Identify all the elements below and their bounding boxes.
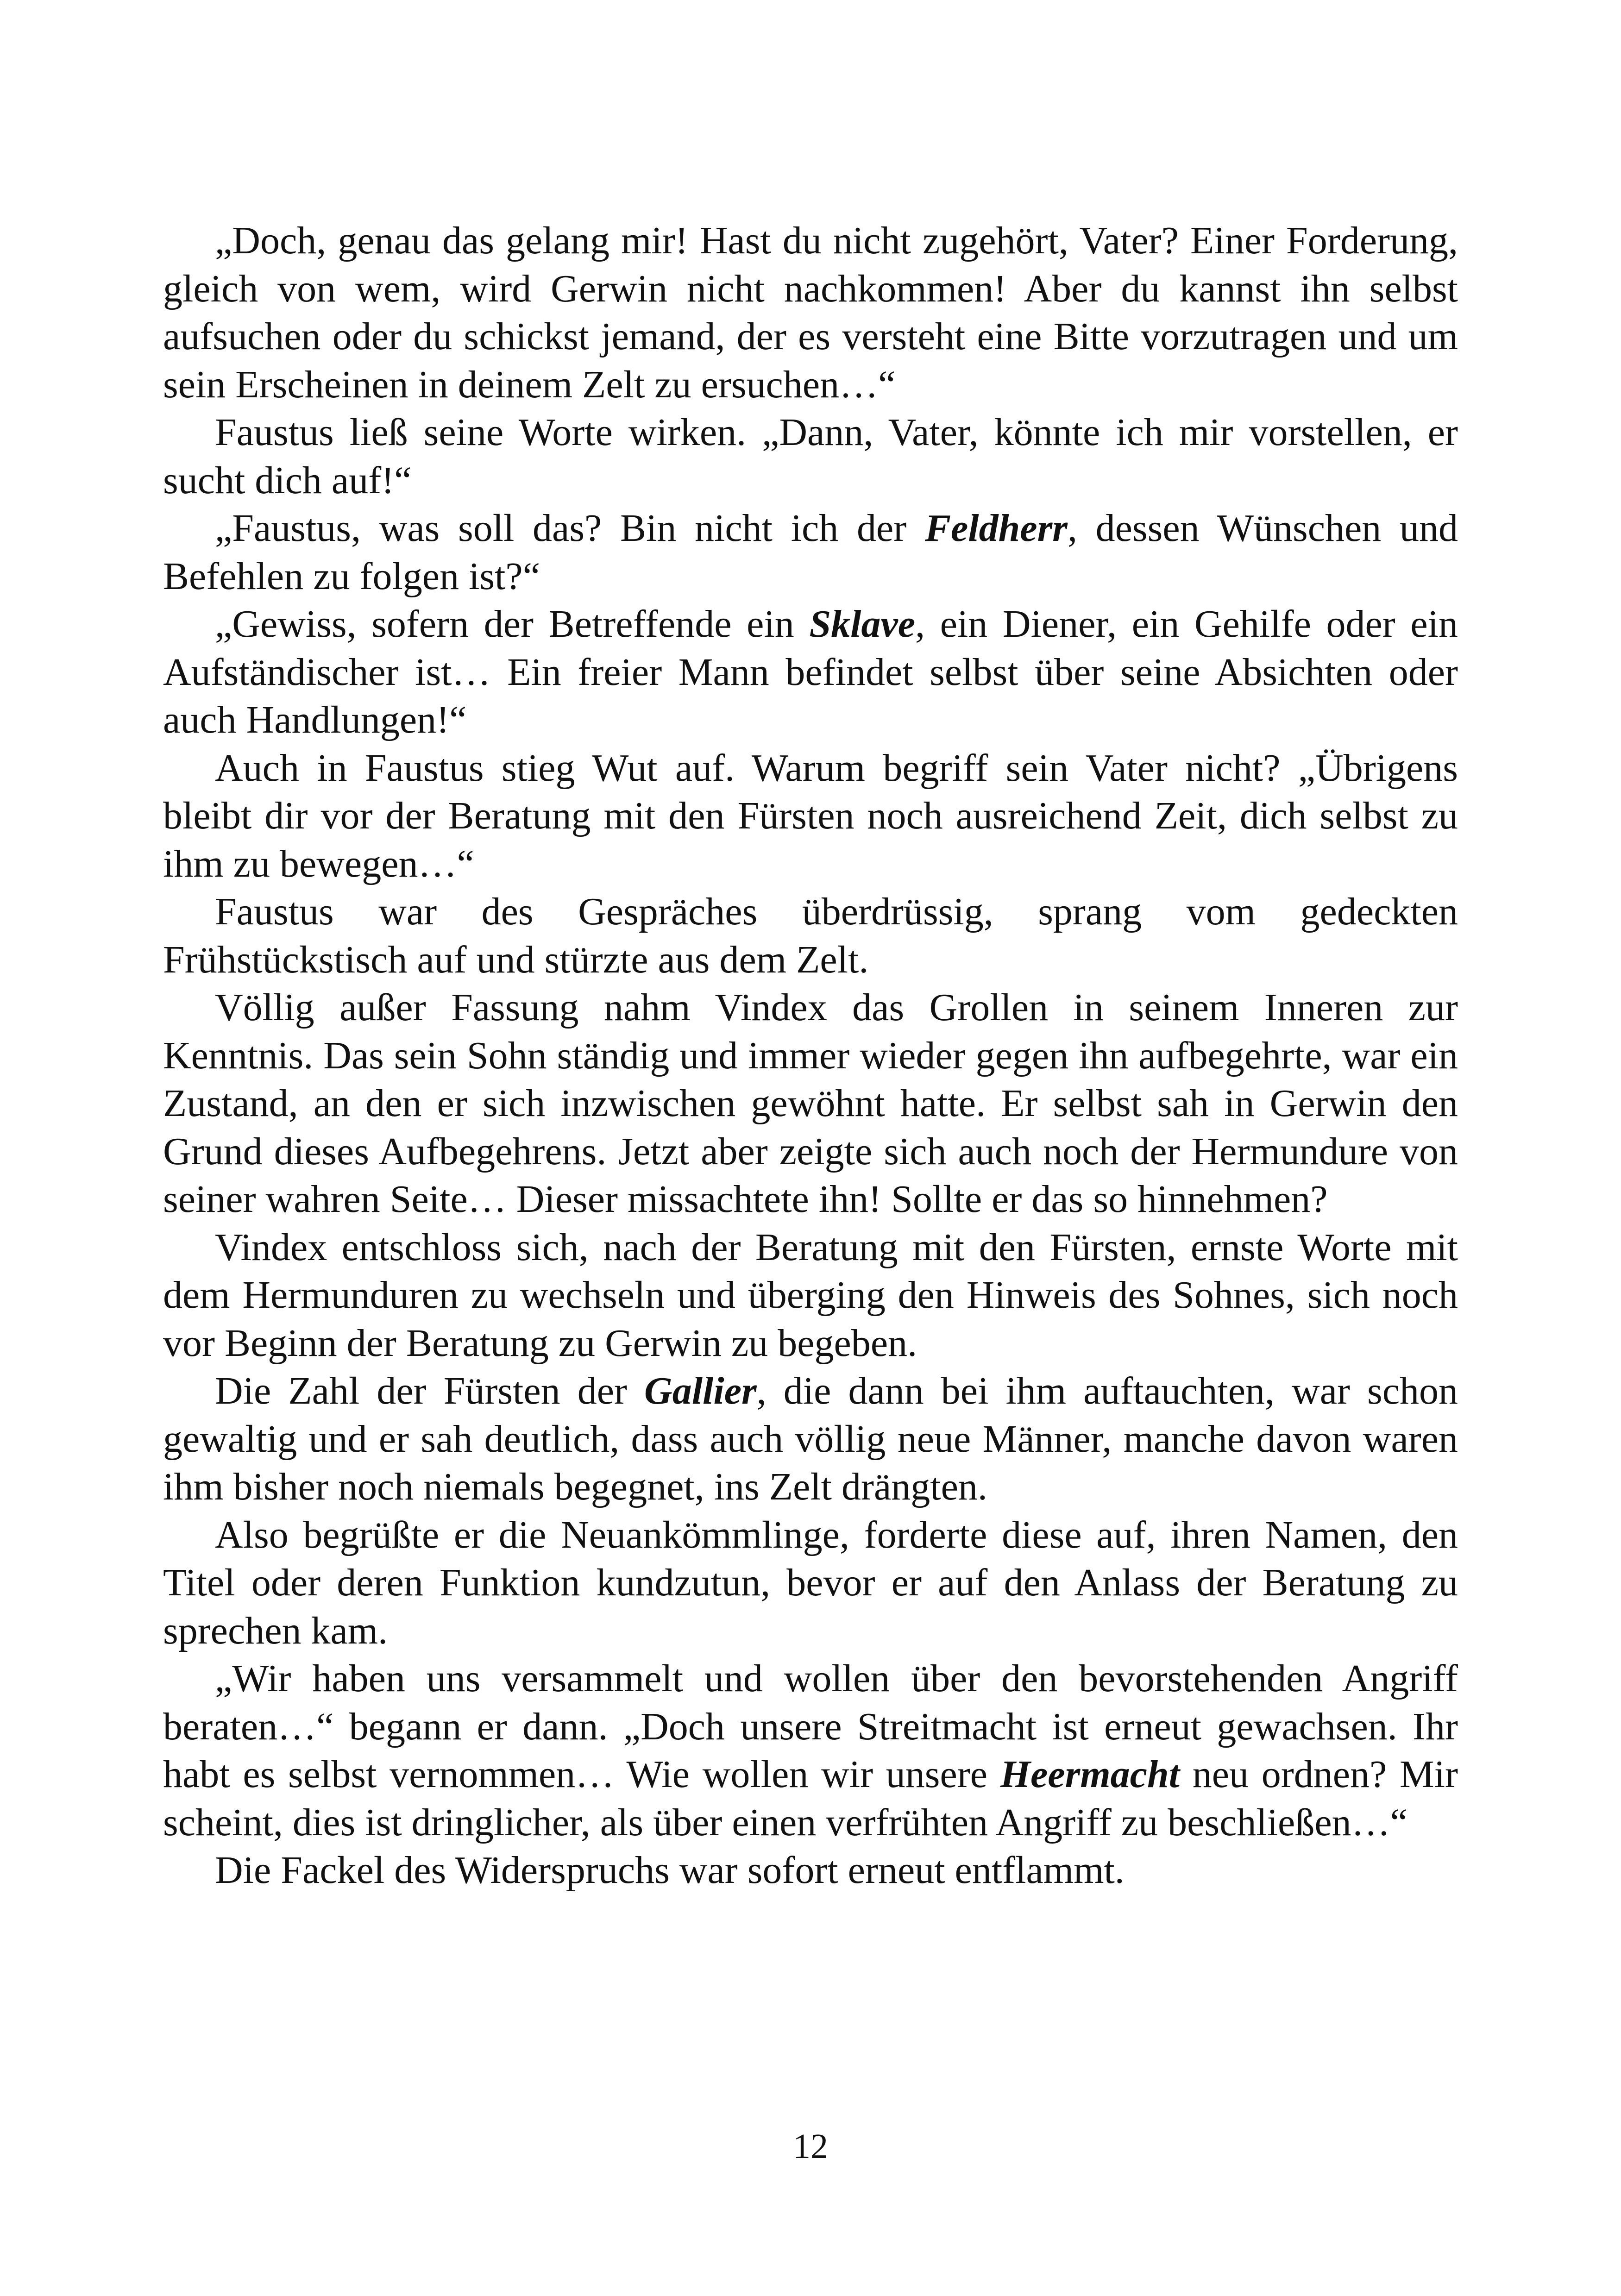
text-segment: Auch in Faustus stieg Wut auf. Warum begriff sein Vater nicht? „Übrigens bleibt dir vor der Beratung mit den Fürsten noch ausreichend Zeit, dich selbst zu ihm zu bewegen…“ — [163, 746, 1458, 885]
text-segment: „Doch, genau das gelang mir! Hast du nicht zugehört, Vater? Einer Forderung, gleich von wem, wird Gerwin nicht nachkommen! Aber du kannst ihn selbst aufsuchen oder du schickst jemand, der es versteht eine Bitte vorzutragen und um sein Erscheinen in deinem Zelt zu ersuchen…“ — [163, 219, 1458, 406]
text-segment: Faustus ließ seine Worte wirken. „Dann, Vater, könnte ich mir vorstellen, er sucht dich auf!“ — [163, 411, 1458, 502]
text-segment: Die Zahl der Fürsten der — [215, 1369, 645, 1412]
text-segment: Faustus war des Gespräches überdrüssig, sprang vom gedeckten Frühstückstisch auf und stürzte aus dem Zelt. — [163, 890, 1458, 981]
text-segment: Die Fackel des Widerspruchs war sofort erneut entflammt. — [215, 1849, 1125, 1892]
paragraph — [163, 888, 1458, 984]
paragraph — [163, 217, 1458, 408]
text-segment: Also begrüßte er die Neuankömmlinge, forderte diese auf, ihren Namen, den Titel oder deren Funktion kundzutun, bevor er auf den Anlass der Beratung zu sprechen kam. — [163, 1513, 1458, 1652]
text-segment: „Gewiss, sofern der Betreffende ein — [215, 602, 810, 646]
text-segment: „Faustus, was soll das? Bin nicht ich der — [215, 507, 925, 550]
body-text — [163, 217, 1458, 1895]
text-segment: Völlig außer Fassung nahm Vindex das Grollen in seinem Inneren zur Kenntnis. Das sein Sohn ständig und immer wieder gegen ihn aufbegehrte, war ein Zustand, an den er sich inzwischen gewöhnt hatte. Er selbst sah in Gerwin den Grund dieses Aufbegehrens. Jetzt aber zeigte sich auch noch der Hermundure von seiner wahren Seite… Dieser missachtete ihn! Sollte er das so hinnehmen? — [163, 986, 1458, 1221]
paragraph — [163, 1367, 1458, 1511]
paragraph — [163, 744, 1458, 888]
paragraph — [163, 1511, 1458, 1655]
text-segment: Vindex entschloss sich, nach der Beratung mit den Fürsten, ernste Worte mit dem Hermunduren zu wechseln und überging den Hinweis des Sohnes, sich noch vor Beginn der Beratung zu Gerwin zu begeben. — [163, 1225, 1458, 1365]
text-segment: , ein Diener, ein Gehilfe oder ein Aufständischer ist… Ein freier Mann befindet selbst über seine Absichten oder auch Handlungen!“ — [163, 602, 1458, 741]
emphasized-term: Sklave — [809, 602, 916, 646]
emphasized-term: Gallier — [644, 1369, 757, 1412]
paragraph — [163, 408, 1458, 504]
text-segment: neu ordnen? Mir scheint, dies ist dringlicher, als über einen verfrühten Angriff zu beschließen…“ — [163, 1753, 1458, 1844]
text-segment: , dessen Wünschen und Befehlen zu folgen ist?“ — [163, 507, 1458, 598]
emphasized-term: Feldherr — [924, 507, 1068, 550]
paragraph — [163, 600, 1458, 744]
emphasized-term: Heermacht — [1000, 1753, 1180, 1796]
paragraph — [163, 1846, 1458, 1895]
page-number: 12 — [793, 2127, 828, 2166]
paragraph — [163, 984, 1458, 1223]
paragraph — [163, 1223, 1458, 1368]
text-segment: „Wir haben uns versammelt und wollen über den bevorstehenden Angriff beraten…“ begann er dann. „Doch unsere Streitmacht ist erneut gewachsen. Ihr habt es selbst vernommen… Wie wollen wir unsere — [163, 1657, 1458, 1796]
paragraph — [163, 504, 1458, 600]
paragraph — [163, 1655, 1458, 1846]
text-segment: , die dann bei ihm auftauchten, war schon gewaltig und er sah deutlich, dass auch völlig neue Männer, manche davon waren ihm bisher noch niemals begegnet, ins Zelt drängten. — [163, 1369, 1458, 1508]
